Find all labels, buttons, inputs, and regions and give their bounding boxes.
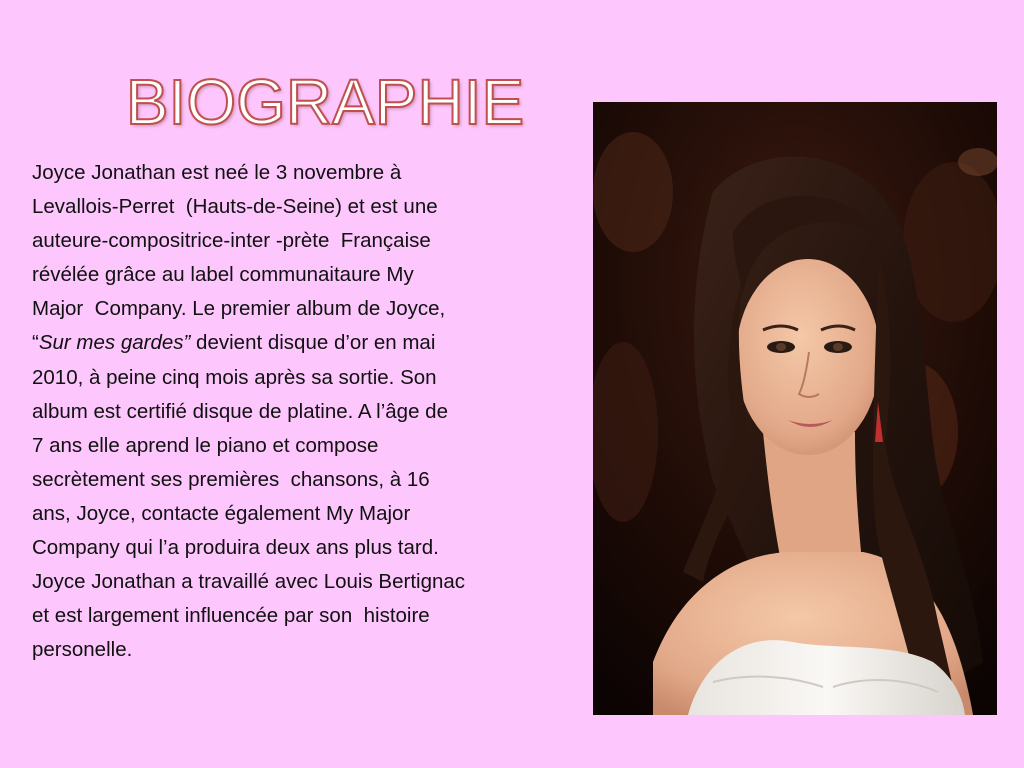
bio-line: [32, 400, 448, 423]
bio-segment: 2010, à peine cinq mois après sa sortie. Son: [32, 365, 437, 389]
bio-segment: personelle.: [32, 638, 133, 662]
bio-line: [32, 331, 435, 354]
bio-segment: 7 ans elle aprend le piano et compose: [32, 433, 379, 457]
bio-segment: Joyce Jonathan a travaillé avec Louis Bertignac: [32, 570, 466, 594]
portrait-photo: [593, 102, 997, 715]
bio-line: [32, 638, 132, 661]
bio-segment: révélée grâce au label communaitaure My: [32, 263, 414, 287]
bio-segment: devient disque d’or en mai: [190, 331, 436, 355]
biography-text: [32, 156, 577, 667]
album-title: Sur mes gardes”: [38, 331, 191, 355]
bio-segment: Levallois-Perret (Hauts-de-Seine) et est une: [32, 195, 438, 219]
bio-line: [32, 297, 445, 320]
bio-segment: et est largement influencée par son histoire: [32, 604, 430, 628]
bio-line: [32, 366, 437, 389]
bio-segment: ans, Joyce, contacte également My Major: [32, 501, 411, 525]
bio-segment: secrètement ses premières chansons, à 16: [32, 467, 430, 491]
bio-segment: auteure-compositrice-inter -prète Française: [32, 229, 431, 253]
bio-segment: album est certifié disque de platine. A l’âge de: [32, 399, 448, 423]
bio-line: [32, 468, 430, 491]
bio-line: [32, 570, 465, 593]
bio-line: [32, 263, 414, 286]
bio-segment: Joyce Jonathan est neé le 3 novembre à: [32, 161, 402, 184]
bio-line: [32, 604, 430, 627]
bio-line: [32, 502, 410, 525]
bio-line: [32, 229, 431, 252]
bio-segment: Major Company. Le premier album de Joyce,: [32, 297, 446, 321]
slide-title: BIOGRAPHIE: [125, 66, 525, 138]
bio-line: [32, 434, 378, 457]
bio-segment: “: [32, 331, 39, 355]
bio-line: [32, 161, 401, 184]
bio-segment: Company qui l’a produira deux ans plus tard.: [32, 536, 439, 560]
bio-line: [32, 195, 438, 218]
bio-line: [32, 536, 439, 559]
